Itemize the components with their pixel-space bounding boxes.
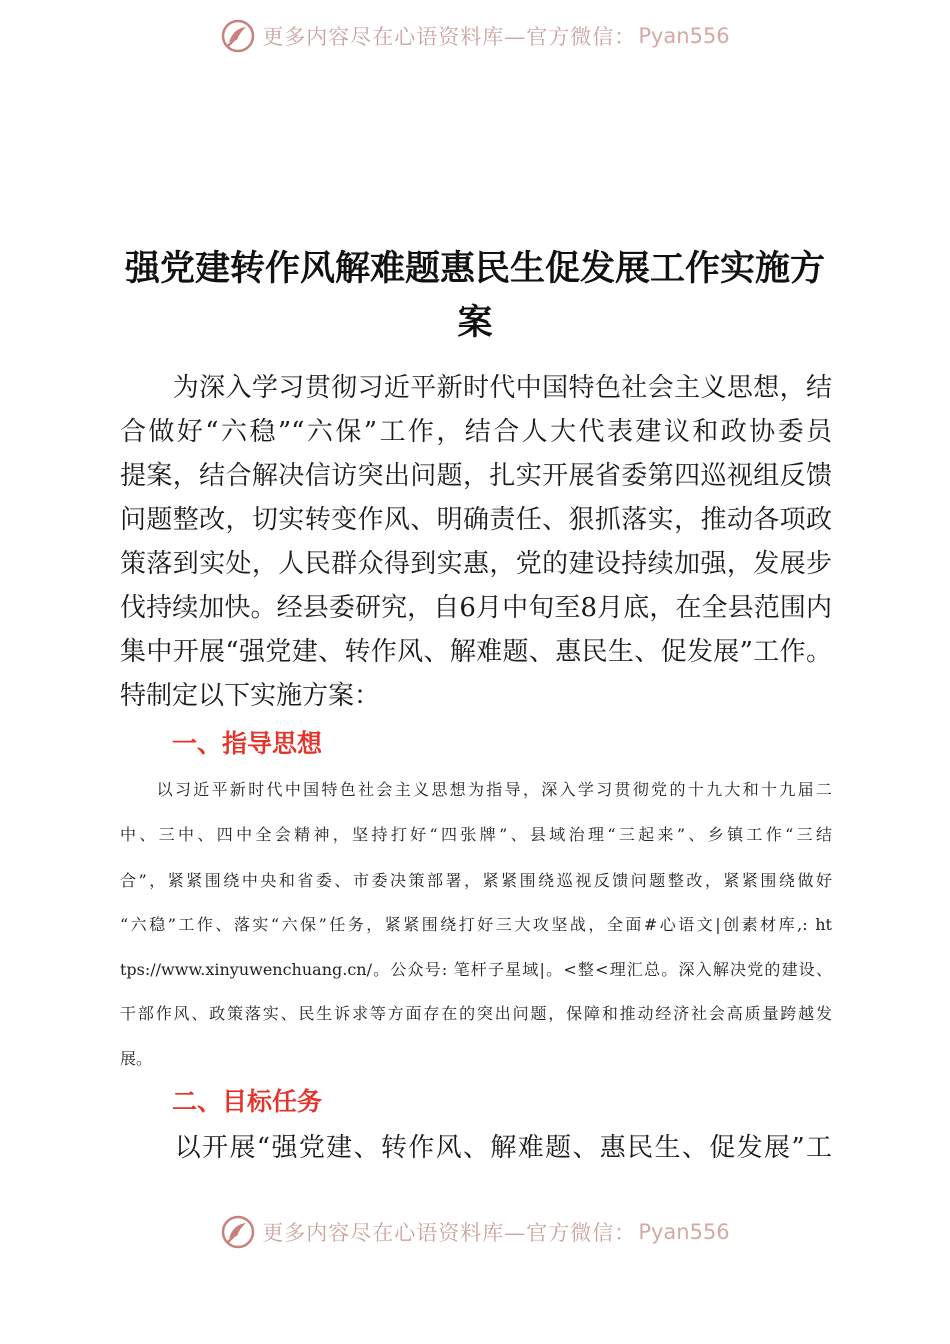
intro-line: 特制定以下实施方案： — [120, 681, 381, 711]
document-title-line-1: 强党建转作风解难题惠民生促发展工作实施方 — [124, 248, 825, 289]
pen-logo-icon — [220, 1214, 256, 1250]
intro-line: 伐持续加快。经县委研究，自6月中旬至8月底，在全县范围内 — [120, 593, 832, 623]
section1-line: 以习近平新时代中国特色社会主义思想为指导，深入学习贯彻党的十九大和十九届二 — [120, 780, 832, 799]
watermark-wechat-id: Pyan556 — [638, 1220, 730, 1244]
section-heading-guiding-ideology: 一、指导思想 — [172, 729, 323, 758]
document-title-line-2: 案 — [457, 302, 493, 343]
intro-line: 问题整改，切实转变作风、明确责任、狠抓落实，推动各项政 — [120, 505, 832, 535]
intro-line: 为深入学习贯彻习近平新时代中国特色社会主义思想，结 — [120, 373, 832, 403]
watermark-wechat-id: Pyan556 — [638, 24, 730, 48]
pen-logo-icon — [220, 18, 256, 54]
section1-line: tps://www.xinyuwenchuang.cn/。公众号: 笔杆子星域|。<整<理汇总。深入解决党的建设、 — [120, 960, 832, 979]
footer-watermark — [0, 1212, 950, 1252]
section1-line: 干部作风、政策落实、民生诉求等方面存在的突出问题，保障和推动经济社会高质量跨越发 — [120, 1004, 832, 1023]
intro-line: 策落到实处，人民群众得到实惠，党的建设持续加强，发展步 — [120, 549, 832, 579]
intro-line: 合做好“六稳”“六保”工作，结合人大代表建议和政协委员 — [120, 417, 832, 447]
section1-line: 中、三中、四中全会精神，坚持打好“四张牌”、县域治理“三起来”、乡镇工作“三结 — [120, 825, 832, 844]
watermark-text: 更多内容尽在心语资料库—官方微信： — [262, 25, 637, 49]
section1-line: 展。 — [120, 1049, 153, 1068]
intro-line: 提案，结合解决信访突出问题，扎实开展省委第四巡视组反馈 — [120, 461, 832, 491]
header-watermark — [0, 16, 950, 56]
section1-line: 合”，紧紧围绕中央和省委、市委决策部署，紧紧围绕巡视反馈问题整改，紧紧围绕做好 — [120, 871, 832, 890]
section1-line: “六稳”工作、落实“六保”任务，紧紧围绕打好三大攻坚战，全面#心语文|创素材库,: ht — [120, 915, 832, 934]
section-heading-goals-tasks: 二、目标任务 — [172, 1087, 323, 1116]
intro-line: 集中开展“强党建、转作风、解难题、惠民生、促发展”工作。 — [120, 637, 832, 667]
section2-line: 以开展“强党建、转作风、解难题、惠民生、促发展”工 — [120, 1133, 832, 1163]
watermark-text: 更多内容尽在心语资料库—官方微信： — [262, 1221, 637, 1245]
